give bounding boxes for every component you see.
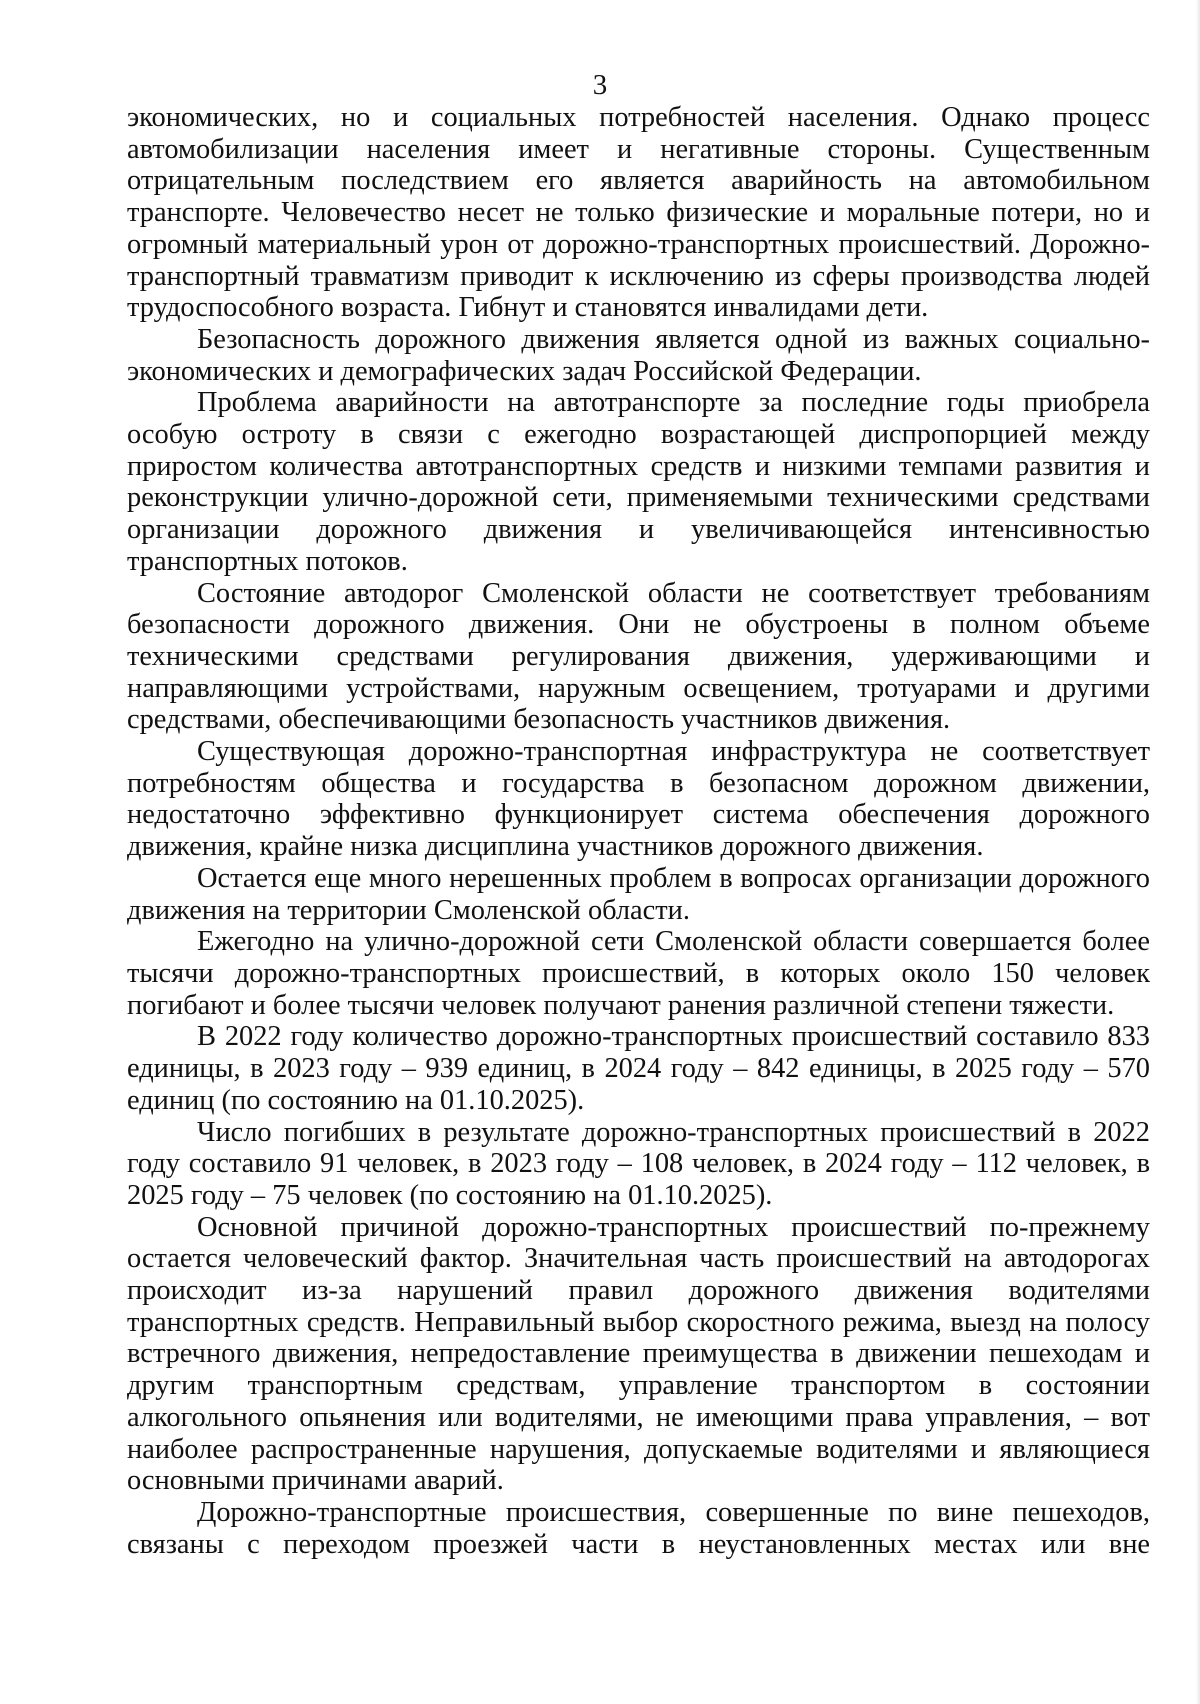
paragraph-infrastructure: Существующая дорожно-транспортная инфраструктура не соответствует потребностям общества и государства в безопасном дорожном движении, недостаточно эффективно функционирует система обеспечения дорожного движения, крайне низка дисциплина участников дорожного движения.: [127, 736, 1150, 863]
page-number: 3: [592, 69, 608, 101]
paragraph-human-factor: Основной причиной дорожно-транспортных происшествий по-прежнему остается человеческий фактор. Значительная часть происшествий на автодорогах происходит из-за нарушений правил дорожного движения водителями транспортных средств. Неправильный выбор скоростного режима, выезд на полосу встречного движения, непредоставление преимущества в движении пешеходам и другим транспортным средствам, управление транспортом в состоянии алкогольного опьянения или водителями, не имеющими права управления, – вот наиболее распространенные нарушения, допускаемые водителями и являющиеся основными причинами аварий.: [127, 1211, 1150, 1497]
scan-edge-shadow: [1196, 0, 1200, 1704]
paragraph-pedestrian-accidents: Дорожно-транспортные происшествия, совершенные по вине пешеходов, связаны с переходом проезжей части в неустановленных местах или вне: [127, 1496, 1150, 1560]
paragraph-continuation: экономических, но и социальных потребностей населения. Однако процесс автомобилизации населения имеет и негативные стороны. Существенным отрицательным последствием его является аварийность на автомобильном транспорте. Человечество несет не только физические и моральные потери, но и огромный материальный урон от дорожно-транспортных происшествий. Дорожно-транспортный травматизм приводит к исключению из сферы производства людей трудоспособного возраста. Гибнут и становятся инвалидами дети.: [127, 102, 1150, 324]
document-body: [127, 102, 1150, 1560]
paragraph-fatality-statistics: Число погибших в результате дорожно-транспортных происшествий в 2022 году составило 91 человек, в 2023 году – 108 человек, в 2024 году – 112 человек, в 2025 году – 75 человек (по состоянию на 01.10.2025).: [127, 1116, 1150, 1211]
paragraph-accident-problem: Проблема аварийности на автотранспорте за последние годы приобрела особую остроту в связи с ежегодно возрастающей диспропорцией между приростом количества автотранспортных средств и низкими темпами развития и реконструкции улично-дорожной сети, применяемыми техническими средствами организации дорожного движения и увеличивающейся интенсивностью транспортных потоков.: [127, 387, 1150, 577]
paragraph-accident-statistics: В 2022 году количество дорожно-транспортных происшествий составило 833 единицы, в 2023 году – 939 единиц, в 2024 году – 842 единицы, в 2025 году – 570 единиц (по состоянию на 01.10.2025).: [127, 1021, 1150, 1116]
paragraph-road-condition: Состояние автодорог Смоленской области не соответствует требованиям безопасности дорожного движения. Они не обустроены в полном объеме техническими средствами регулирования движения, удерживающими и направляющими устройствами, наружным освещением, тротуарами и другими средствами, обеспечивающими безопасность участников движения.: [127, 577, 1150, 736]
paragraph-unsolved-problems: Остается еще много нерешенных проблем в вопросах организации дорожного движения на территории Смоленской области.: [127, 862, 1150, 926]
paragraph-annual-accidents: Ежегодно на улично-дорожной сети Смоленской области совершается более тысячи дорожно-транспортных происшествий, в которых около 150 человек погибают и более тысячи человек получают ранения различной степени тяжести.: [127, 926, 1150, 1021]
paragraph-road-safety: Безопасность дорожного движения является одной из важных социально-экономических и демографических задач Российской Федерации.: [127, 323, 1150, 387]
